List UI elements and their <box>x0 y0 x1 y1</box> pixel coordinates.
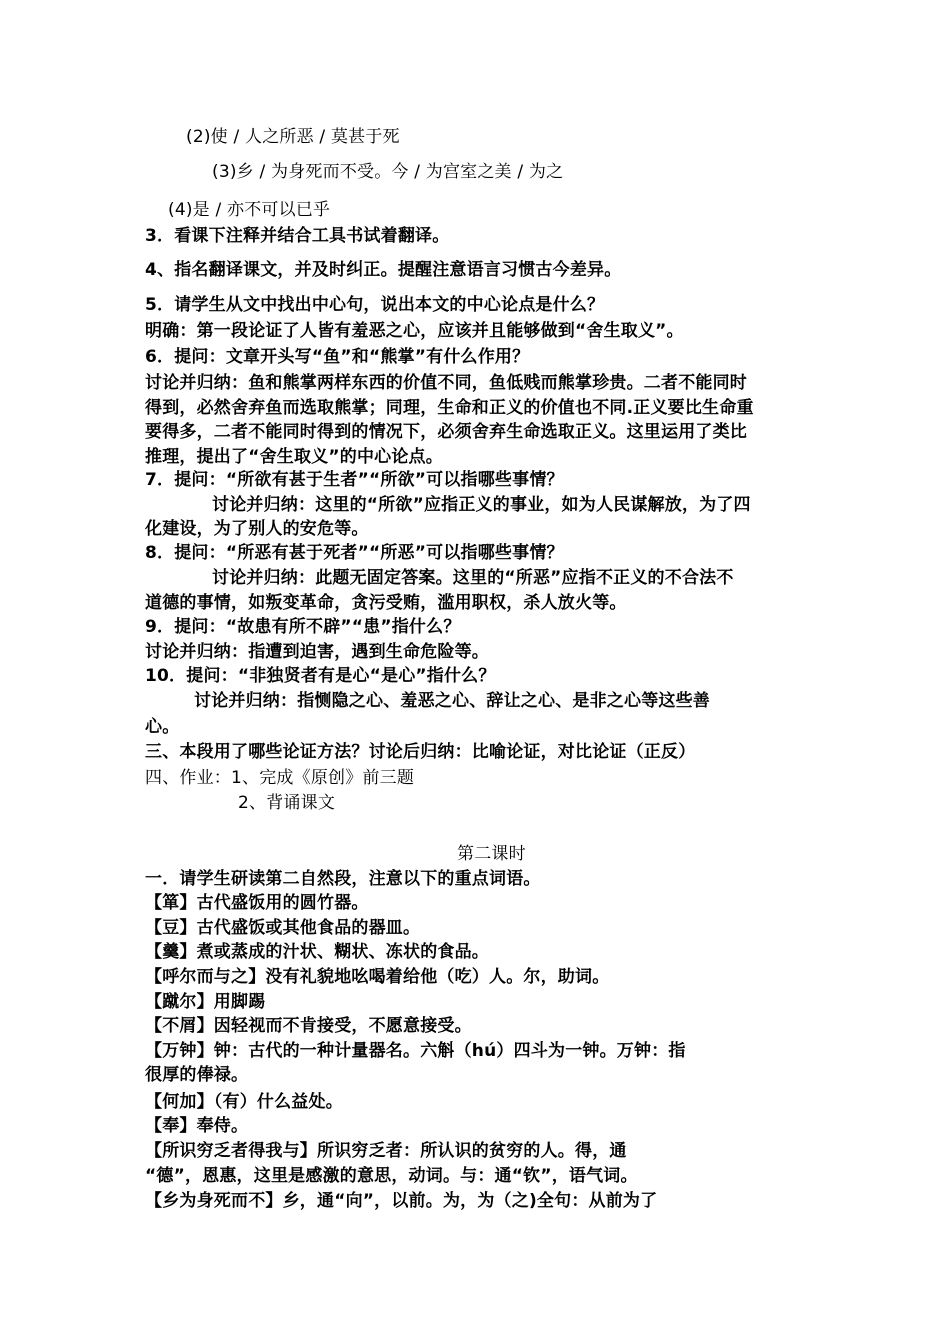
text-line: 得到，必然舍弃鱼而选取熊掌；同理，生命和正义的价值也不同.正义要比生命重 <box>145 398 754 418</box>
text-line: 5．请学生从文中找出中心句，说出本文的中心论点是什么？ <box>145 295 605 315</box>
text-line: (3)乡 / 为身死而不受。今 / 为宫室之美 / 为之 <box>212 162 564 182</box>
text-line: 要得多，二者不能同时得到的情况下，必须舍弃生命选取正义。这里运用了类比 <box>145 422 747 442</box>
text-line: 【蹴尔】用脚踢 <box>145 992 266 1012</box>
text-line: 7．提问：“所欲有甚于生者”“所欲”可以指哪些事情？ <box>145 470 564 490</box>
text-line: 8．提问：“所恶有甚于死者”“所恶”可以指哪些事情？ <box>145 543 564 563</box>
text-line: 【羹】煮或蒸成的汁状、糊状、冻状的食品。 <box>145 942 489 962</box>
text-line: 10．提问：“非独贤者有是心“是心”指什么？ <box>145 666 496 686</box>
text-line: 心。 <box>145 717 180 737</box>
text-line: 很厚的俸禄。 <box>145 1065 249 1085</box>
text-line: (2)使 / 人之所恶 / 莫甚于死 <box>186 127 400 147</box>
text-line: 三、本段用了哪些论证方法？讨论后归纳：比喻论证，对比论证（正反） <box>145 742 696 762</box>
text-line: 【不屑】因轻视而不肯接受，不愿意接受。 <box>145 1016 472 1036</box>
text-line: 化建设，为了别人的安危等。 <box>145 519 369 539</box>
text-line: “德”，恩惠，这里是感激的意思，动词。与：通“钦”，语气词。 <box>145 1166 638 1186</box>
text-line: 4、指名翻译课文，并及时纠正。提醒注意语言习惯古今差异。 <box>145 260 622 280</box>
text-line: 讨论并归纳：指遭到迫害，遇到生命危险等。 <box>145 642 489 662</box>
text-line: 讨论并归纳：鱼和熊掌两样东西的价值不同，鱼低贱而熊掌珍贵。二者不能同时 <box>145 373 747 393</box>
text-line: 【万钟】钟：古代的一种计量器名。六斛（hú）四斗为一钟。万钟：指 <box>145 1041 686 1061</box>
text-line: 四、作业：1、完成《原创》前三题 <box>145 768 415 788</box>
text-line: 6．提问：文章开头写“鱼”和“熊掌”有什么作用？ <box>145 347 530 367</box>
text-line: 3．看课下注释并结合工具书试着翻译。 <box>145 226 450 246</box>
text-line: 明确：第一段论证了人皆有羞恶之心，应该并且能够做到“舍生取义”。 <box>145 321 684 341</box>
text-line: 讨论并归纳：此题无固定答案。这里的“所恶”应指不正义的不合法不 <box>212 568 734 588</box>
text-line: 【所识穷乏者得我与】所识穷乏者：所认识的贫穷的人。得，通 <box>145 1141 627 1161</box>
text-line: 讨论并归纳：这里的“所欲”应指正义的事业，如为人民谋解放，为了四 <box>212 495 751 515</box>
text-line: (4)是 / 亦不可以已乎 <box>168 200 331 220</box>
text-line: 2、背诵课文 <box>238 793 336 813</box>
text-line: 【呼尔而与之】没有礼貌地吆喝着给他（吃）人。尔，助词。 <box>145 967 610 987</box>
text-line: 【何加】（有）什么益处。 <box>145 1092 343 1112</box>
text-line: 推理，提出了“舍生取义”的中心论点。 <box>145 447 443 467</box>
section-title: 第二课时 <box>457 844 526 864</box>
text-line: 9．提问：“故患有所不辟”“患”指什么？ <box>145 617 461 637</box>
text-line: 【乡为身死而不】乡，通“向”，以前。为，为（之)全句：从前为了 <box>145 1191 658 1211</box>
text-line: 【箪】古代盛饭用的圆竹器。 <box>145 893 369 913</box>
text-line: 道德的事情，如叛变革命，贪污受贿，滥用职权，杀人放火等。 <box>145 593 627 613</box>
text-line: 一．请学生研读第二自然段，注意以下的重点词语。 <box>145 869 541 889</box>
text-line: 讨论并归纳：指恻隐之心、羞恶之心、辞让之心、是非之心等这些善 <box>194 691 710 711</box>
text-line: 【豆】古代盛饭或其他食品的器皿。 <box>145 918 421 938</box>
text-line: 【奉】奉侍。 <box>145 1116 249 1136</box>
